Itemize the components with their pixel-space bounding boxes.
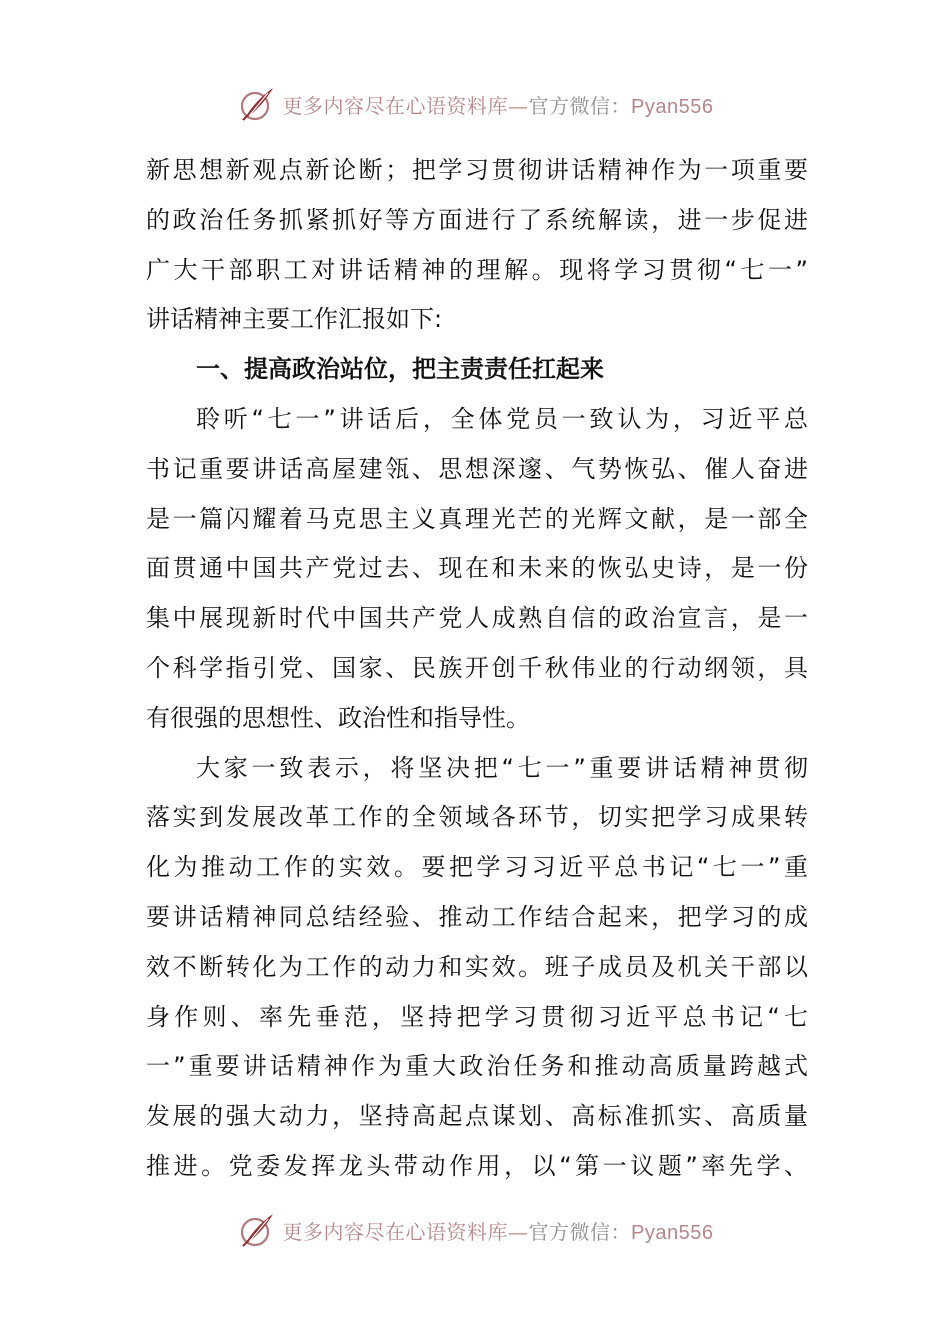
header-watermark-banner bbox=[0, 79, 950, 129]
text-line: 化为推动工作的实效。要把学习习近平总书记“七一”重 bbox=[146, 853, 808, 882]
text-line: 是一篇闪耀着马克思主义真理光芒的光辉文献，是一部全 bbox=[146, 504, 808, 533]
banner-main-text: 更多内容尽在心语资料库 bbox=[282, 1219, 509, 1244]
paragraph-2 bbox=[146, 744, 808, 1192]
text-line: 面贯通中国共产党过去、现在和未来的恢弘史诗，是一份 bbox=[146, 554, 808, 583]
text-line: 集中展现新时代中国共产党人成熟自信的政治宣言，是一 bbox=[146, 604, 808, 633]
document-body bbox=[146, 146, 808, 1192]
text-line: 讲话精神主要工作汇报如下: bbox=[146, 305, 443, 334]
text-line: 广大干部职工对讲话精神的理解。现将学习贯彻“七一” bbox=[146, 255, 808, 284]
text-line: 推进。党委发挥龙头带动作用，以“第一议题”率先学、 bbox=[146, 1151, 808, 1180]
text-line: 落实到发展改革工作的全领域各环节，切实把学习成果转 bbox=[146, 803, 808, 832]
text-line: 的政治任务抓紧抓好等方面进行了系统解读，进一步促进 bbox=[146, 205, 808, 234]
banner-text bbox=[283, 1216, 714, 1245]
footer-watermark-banner bbox=[0, 1205, 950, 1255]
banner-wechat-label: 官方微信： bbox=[528, 1219, 632, 1244]
text-line: 发展的强大动力，坚持高起点谋划、高标准抓实、高质量 bbox=[146, 1102, 808, 1131]
text-line: 效不断转化为工作的动力和实效。班子成员及机关干部以 bbox=[146, 952, 808, 981]
banner-wechat-id: Pyan556 bbox=[631, 95, 714, 118]
text-line: 身作则、率先垂范，坚持把学习贯彻习近平总书记“七 bbox=[146, 1002, 808, 1031]
banner-dash: — bbox=[508, 1219, 529, 1244]
feather-pen-logo-icon bbox=[237, 1210, 277, 1250]
text-line: 个科学指引党、国家、民族开创千秋伟业的行动纲领，具 bbox=[146, 653, 808, 682]
text-line: 大家一致表示，将坚决把“七一”重要讲话精神贯彻 bbox=[196, 753, 808, 782]
paragraph-continuation bbox=[146, 146, 808, 345]
text-line: 新思想新观点新论断；把学习贯彻讲话精神作为一项重要 bbox=[146, 156, 808, 184]
banner-wechat-id: Pyan556 bbox=[631, 1221, 714, 1244]
section-heading-text: 一、提高政治站位，把主责责任扛起来 bbox=[196, 355, 604, 384]
banner-wechat-label: 官方微信： bbox=[528, 93, 632, 118]
paragraph-1 bbox=[146, 395, 808, 744]
feather-pen-logo-icon bbox=[237, 84, 277, 124]
text-line: 要讲话精神同总结经验、推动工作结合起来，把学习的成 bbox=[146, 902, 808, 931]
text-line: 一”重要讲话精神作为重大政治任务和推动高质量跨越式 bbox=[146, 1052, 808, 1081]
text-line: 聆听“七一”讲话后，全体党员一致认为，习近平总 bbox=[196, 404, 808, 433]
banner-main-text: 更多内容尽在心语资料库 bbox=[282, 93, 509, 118]
section-heading bbox=[146, 345, 808, 395]
banner-text bbox=[283, 90, 714, 119]
text-line: 有很强的思想性、政治性和指导性。 bbox=[146, 703, 530, 732]
text-line: 书记重要讲话高屋建瓴、思想深邃、气势恢弘、催人奋进 bbox=[146, 454, 808, 483]
banner-dash: — bbox=[508, 93, 529, 118]
